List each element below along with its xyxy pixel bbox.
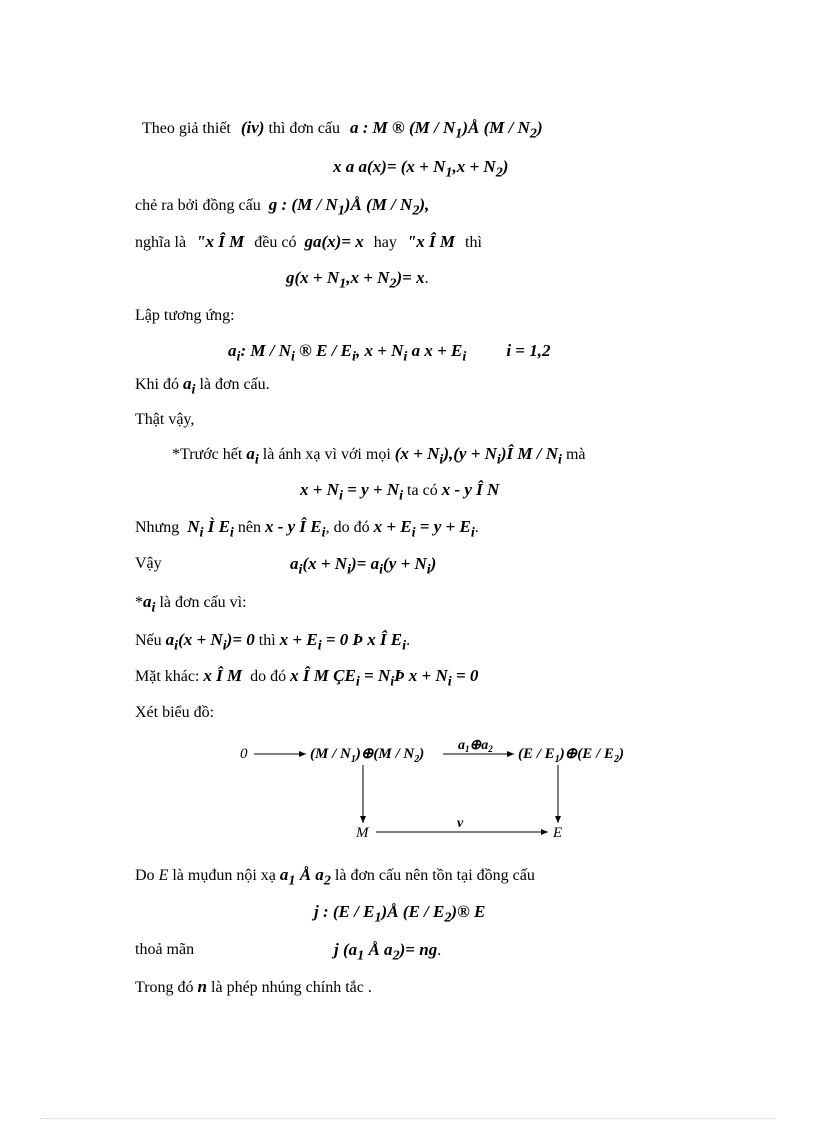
text: do đó: [250, 668, 287, 685]
text: nên: [237, 519, 261, 536]
line-15: Nếu $a_i(x + N_i)= 0$ thì $x + E_i = 0$ Þ x Î $E_i$.: [135, 630, 411, 654]
math: x a $a(x)= (x + N_1,x + N_2)$: [333, 157, 509, 181]
text: Nhưng: [135, 519, 180, 536]
text: là mụđun nội xạ: [172, 867, 276, 884]
text: Khi đó: [135, 376, 179, 393]
math: $x + N_i = y + N_i$: [300, 480, 404, 504]
math: $x + E_i = y + E_i$: [373, 517, 475, 541]
text: Theo giả thiết: [142, 120, 231, 137]
diagram-bottom-right: E: [553, 825, 563, 841]
text: hay: [373, 234, 397, 251]
math: x Î M: [203, 666, 243, 685]
line-5: $g(x + N_1,x + N_2)= x$.: [286, 268, 429, 292]
text: là phép nhúng chính tắc .: [211, 979, 372, 996]
commutative-diagram: [0, 735, 816, 865]
line-2: [333, 156, 508, 183]
footer-divider: [40, 1118, 776, 1119]
math: j ($a_1$ Å $a_2)=$ ng: [334, 940, 438, 964]
math: x - y Î N: [441, 480, 500, 499]
text: Nếu: [135, 632, 162, 649]
math: j : $(E / E_1)Å$ $(E / E_2)®$ E: [314, 902, 486, 926]
line-20: [135, 939, 194, 961]
line-3: [135, 194, 429, 221]
line-20-math: j ($a_1$ Å $a_2)=$ ng.: [334, 940, 442, 964]
math: $a_i(x + N_i)= a_i(y + N_i)$: [290, 554, 437, 578]
math: $a_i$: [183, 374, 196, 398]
math: ga(x)= x: [304, 232, 364, 251]
math: a : M ® $(M / N_1)Å$ $(M / N_2)$: [350, 118, 543, 142]
diagram-arrow-label: $a_1\oplus a_2$: [458, 738, 493, 754]
text: ta có: [407, 482, 438, 499]
text: Vậy: [135, 555, 162, 572]
text: Xét biểu đồ:: [135, 704, 215, 721]
text: thì: [465, 234, 482, 251]
text: là ánh xạ vì với mọi: [262, 446, 391, 463]
text: Trong đó: [135, 979, 194, 996]
diagram-bottom-arrow-label: v: [457, 816, 464, 831]
math: $a_i(x + N_i)= 0$: [165, 630, 255, 654]
math: n: [197, 977, 208, 996]
line-19: [314, 901, 485, 928]
math: g : $(M / N_1)Å$ $(M / N_2)$,: [268, 195, 430, 219]
line-8: [135, 373, 270, 400]
math: $N_i$ Ì $E_i$: [187, 517, 234, 541]
line-13: [135, 553, 162, 575]
text: chẻ ra bởi đồng cấu: [135, 197, 261, 214]
math: $a_i$: M / $N_i$ ® E / $E_i$, $x + N_i$ a $x + E_i$: [228, 341, 467, 365]
diagram-top-right: $(E / E_1)\oplus(E / E_2)$: [518, 746, 624, 765]
diagram-top-left: $(M / N_1)\oplus(M / N_2)$: [310, 746, 425, 765]
line-4: [135, 231, 482, 254]
text: là đơn cấu vì:: [159, 594, 247, 611]
text: thì đơn cấu: [268, 120, 341, 137]
math: $a_i$: [246, 444, 259, 468]
text: thoả mãn: [135, 941, 195, 958]
line-1: [142, 117, 543, 144]
line-9: [135, 409, 194, 431]
math: "x Î M: [406, 232, 456, 251]
text: E: [158, 867, 169, 884]
line-17: [135, 702, 214, 724]
text: nghĩa là: [135, 234, 187, 251]
math: (iv): [240, 118, 265, 137]
line-7: [228, 340, 551, 367]
text: *: [135, 594, 143, 611]
text: thì: [258, 632, 276, 649]
diagram-bottom-left: M: [356, 825, 369, 841]
math: $x + E_i = 0$ Þ x Î $E_i$: [279, 630, 407, 654]
text: Thật vậy,: [135, 411, 195, 428]
math: x - y Î $E_i$: [264, 517, 326, 541]
text: Do: [135, 867, 155, 884]
text: là đơn cấu nên tồn tại đồng cấu: [334, 867, 535, 884]
math: $(x + N_i),(y$ + $N_i)Î$ M / $N_i$: [394, 444, 562, 468]
text: Mặt khác:: [135, 668, 200, 685]
math: i = 1,2: [506, 341, 551, 360]
math: $a_i$: [143, 592, 156, 616]
text: mà: [565, 446, 586, 463]
line-16: [135, 665, 478, 692]
text: đều có: [254, 234, 297, 251]
text: *Trước hết: [172, 446, 243, 463]
line-18: [135, 864, 535, 891]
line-13-math: [290, 553, 436, 580]
line-6: [135, 305, 235, 327]
math: "x Î M: [196, 232, 245, 251]
math: $a_1$ Å $a_2$: [279, 865, 331, 889]
line-14: [135, 591, 247, 618]
text: Lập tương ứng:: [135, 307, 235, 324]
line-11: [300, 479, 499, 506]
diagram-zero-left: 0: [240, 746, 248, 762]
math: x Î M $ÇE_i$ = $N_iÞ$ $x + N_i = 0$: [290, 666, 479, 690]
text: là đơn cấu.: [199, 376, 270, 393]
line-12: Nhưng $N_i$ Ì $E_i$ nên x - y Î $E_i$, do đó $x + E_i = y + E_i$.: [135, 517, 479, 541]
line-10: [172, 443, 586, 470]
line-21: [135, 976, 372, 999]
math: $g(x + N_1,x + N_2)= x$: [286, 268, 425, 292]
